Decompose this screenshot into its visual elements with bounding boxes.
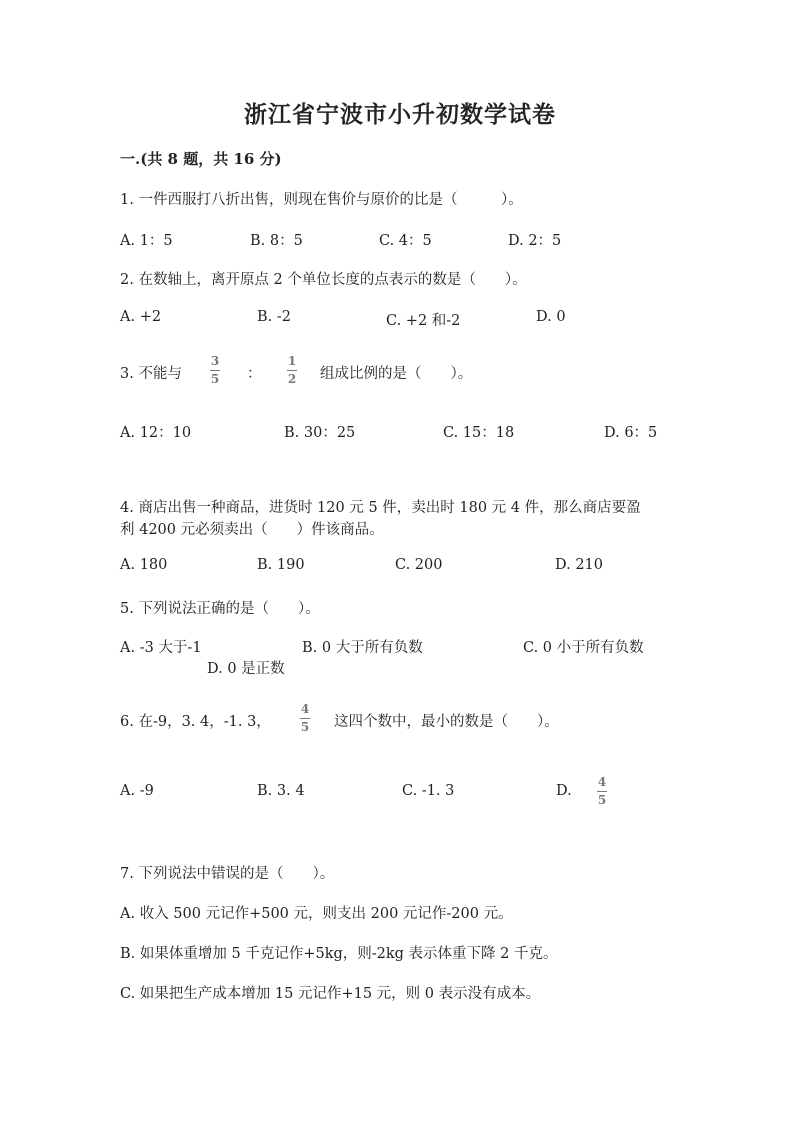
q5-option-b: B. 0 大于所有负数 [302,640,423,656]
question-3-prefix: 3. 不能与 [120,366,182,382]
q6-option-d-fraction [597,776,607,806]
question-4-line-1: 4. 商店出售一种商品，进货时 120 元 5 件，卖出时 180 元 4 件，那么商店要盈 [120,500,641,516]
q4-option-c: C. 200 [395,557,443,573]
question-1: 1. 一件西服打八折出售，则现在售价与原价的比是（ ）。 [120,192,523,208]
fraction-bar [597,791,607,792]
q3-fraction-2-numerator: 1 [287,354,297,368]
q1-option-b: B. 8：5 [250,233,303,249]
q6-option-d-numerator: 4 [597,775,607,789]
question-5: 5. 下列说法正确的是（ ）。 [120,601,320,617]
q6-option-a: A. -9 [120,783,154,799]
q7-option-b: B. 如果体重增加 5 千克记作+5kg，则-2kg 表示体重下降 2 千克。 [120,946,558,962]
question-4-line-2: 利 4200 元必须卖出（ ）件该商品。 [120,522,384,538]
q3-fraction-2-denominator: 2 [287,371,297,386]
q3-fraction-2 [287,355,297,385]
q2-option-c: C. +2 和-2 [386,313,461,329]
q4-option-b: B. 190 [257,557,305,573]
question-6-suffix: 这四个数中，最小的数是（ ）。 [334,714,559,730]
q4-option-d: D. 210 [555,557,604,573]
question-7: 7. 下列说法中错误的是（ ）。 [120,866,335,882]
q6-option-d-denominator: 5 [597,792,607,807]
q4-option-a: A. 180 [120,557,168,573]
q1-option-d: D. 2：5 [508,233,562,249]
q6-option-b: B. 3. 4 [257,783,305,799]
q3-ratio-colon: ： [247,366,262,382]
q5-option-c: C. 0 小于所有负数 [523,640,644,656]
q3-option-b: B. 30：25 [284,425,356,441]
q6-fraction-numerator: 4 [300,702,310,716]
q3-fraction-1 [210,355,220,385]
fraction-bar [210,370,220,371]
q6-fraction [300,703,310,733]
q2-option-a: A. +2 [120,309,162,325]
q3-fraction-1-denominator: 5 [210,371,220,386]
question-6-prefix: 6. 在-9，3. 4，-1. 3， [120,714,271,730]
q7-option-c: C. 如果把生产成本增加 15 元记作+15 元，则 0 表示没有成本。 [120,986,541,1002]
q1-option-c: C. 4：5 [379,233,432,249]
q3-fraction-1-numerator: 3 [210,354,220,368]
page-title: 浙江省宁波市小升初数学试卷 [244,101,556,128]
q3-option-a: A. 12：10 [120,425,192,441]
q5-option-d: D. 0 是正数 [207,661,285,677]
section-heading: 一.(共 8 题，共 16 分) [120,150,282,168]
question-3-suffix: 组成比例的是（ ）。 [320,366,473,382]
q1-option-a: A. 1：5 [120,233,173,249]
q3-option-c: C. 15：18 [443,425,515,441]
question-2: 2. 在数轴上，离开原点 2 个单位长度的点表示的数是（ ）。 [120,272,527,288]
fraction-bar [287,370,297,371]
q5-option-a: A. -3 大于-1 [120,640,202,656]
q6-fraction-denominator: 5 [300,719,310,734]
q2-option-d: D. 0 [536,309,566,325]
q6-option-d: D. [556,783,572,799]
q6-option-c: C. -1. 3 [402,783,455,799]
q7-option-a: A. 收入 500 元记作+500 元，则支出 200 元记作-200 元。 [120,906,513,922]
fraction-bar [300,718,310,719]
q2-option-b: B. -2 [257,309,291,325]
q3-option-d: D. 6：5 [604,425,658,441]
